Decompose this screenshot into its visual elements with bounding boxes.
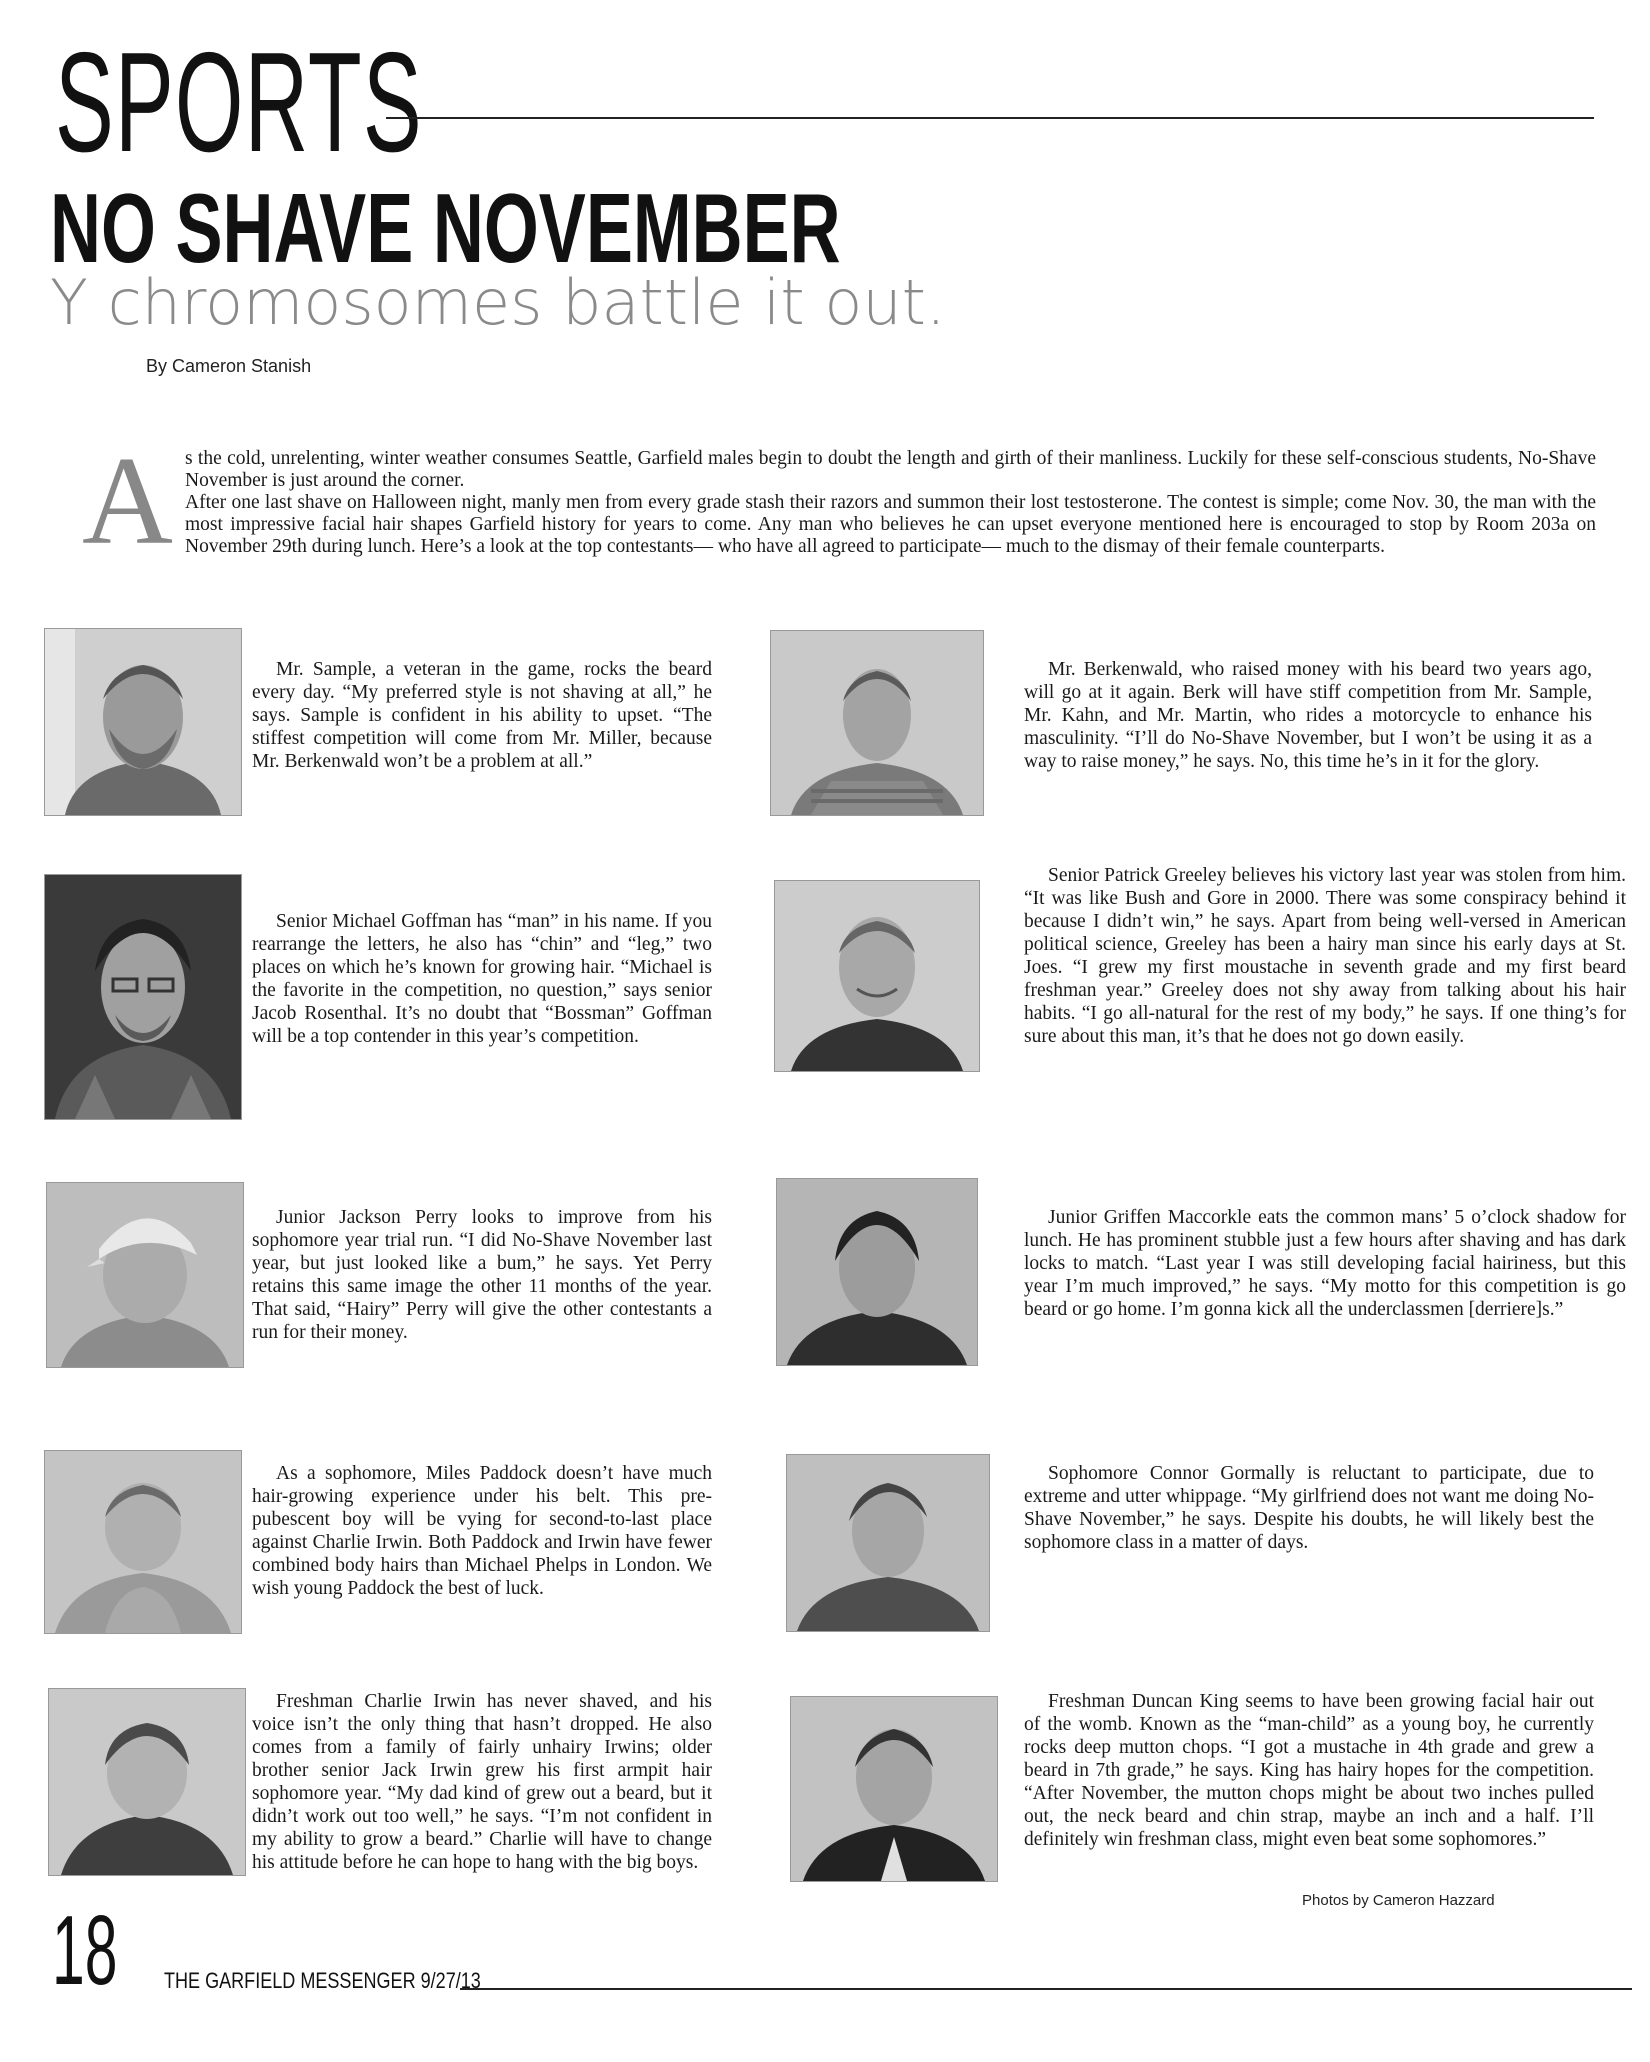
section-title: SPORTS (55, 23, 423, 182)
portrait-photo-goffman (44, 874, 242, 1120)
portrait-photo-sample (44, 628, 242, 816)
header-rule (386, 117, 1594, 119)
portrait-photo-irwin (48, 1688, 246, 1876)
portrait-photo-king (790, 1696, 998, 1882)
intro-paragraph-1: s the cold, unrelenting, winter weather consumes Seattle, Garfield males begin to doubt the length and girth of their manliness. Luckily for these self-conscious students, No-Shave November is just around the corner. (185, 448, 1596, 491)
profile-text-sample: Mr. Sample, a veteran in the game, rocks the beard every day. “My preferred style is not shaving at all,” he says. Sample is confident in his ability to upset. “The stiffest competition will come from Mr. Miller, because Mr. Berkenwald won’t be a problem at all.” (252, 659, 712, 772)
page-number: 18 (52, 1895, 118, 2005)
photo-credit: Photos by Cameron Hazzard (1302, 1892, 1495, 1909)
profile-text-gormally: Sophomore Connor Gormally is reluctant to participate, due to extreme and utter whippage. “My girlfriend does not want me doing No-Shave November,” he says. Despite his doubts, he will likely best the sophomore class in a matter of days. (1024, 1463, 1594, 1553)
profile-text-greeley: Senior Patrick Greeley believes his victory last year was stolen from him. “It was like Bush and Gore in 2000. There was some conspiracy behind it because I didn’t win,” he says. Apart from being well-versed in American political science, Greeley has been a hairy man since his early days at St. Joes. “I grew my first moustache in seventh grade and my first beard freshman year.” Greeley does not shy away from talking about his hair habits. “I go all-natural for the rest of my body,” he says. If one thing’s for sure about this man, it’s that he does not go down easily. (1024, 865, 1626, 1047)
portrait-photo-berkenwald (770, 630, 984, 816)
profile-text-goffman: Senior Michael Goffman has “man” in his name. If you rearrange the letters, he also has “chin” and “leg,” two places on which he’s known for growing hair. “Michael is the favorite in the competition, no question,” says senior Jacob Rosenthal. It’s no doubt that “Bossman” Goffman will be a top contender in this year’s competition. (252, 911, 712, 1047)
drop-cap: A (82, 432, 173, 571)
profile-text-berkenwald: Mr. Berkenwald, who raised money with his beard two years ago, will go at it again. Berk will have stiff competition from Mr. Sample, Mr. Kahn, and Mr. Martin, who rides a motorcycle to enhance his masculinity. “I’ll do No-Shave November, but I won’t be using it as a way to raise money,” he says. No, this time he’s in it for the glory. (1024, 659, 1592, 772)
byline: By Cameron Stanish (146, 356, 312, 376)
intro (48, 432, 1596, 571)
portrait-photo-maccorkle (776, 1178, 978, 1366)
portrait-photo-gormally (786, 1454, 990, 1632)
profile-text-paddock: As a sophomore, Miles Paddock doesn’t have much hair-growing experience under his belt. This pre-pubescent boy will be vying for second-to-last place against Charlie Irwin. Both Paddock and Irwin have fewer combined body hairs than Michael Phelps in London. We wish young Paddock the best of luck. (252, 1463, 712, 1599)
portrait-photo-perry (46, 1182, 244, 1368)
profile-text-irwin: Freshman Charlie Irwin has never shaved, and his voice isn’t the only thing that hasn’t dropped. He also comes from a family of fairly unhairy Irwins; older brother senior Jack Irwin grew his first armpit hair sophomore year. “My dad kind of grew out a beard, but it didn’t work out too well,” he says. “I’m not confident in my ability to grow a beard.” Charlie will have to change his attitude before he can hope to hang with the big boys. (252, 1691, 712, 1873)
intro-paragraph-2: After one last shave on Halloween night, manly men from every grade stash their razors and summon their lost testosterone. The contest is simple; come Nov. 30, the man with the most impressive facial hair shapes Garfield history for years to come. Any man who believes he can upset everyone mentioned here is encouraged to stop by Room 203a on November 29th during lunch. Here’s a look at the top contestants— who have all agreed to participate— much to the dismay of their female counterparts. (185, 492, 1596, 557)
profile-text-maccorkle: Junior Griffen Maccorkle eats the common mans’ 5 o’clock shadow for lunch. He has prominent stubble just a few hours after shaving and has dark locks to match. “Last year I was still developing facial hairiness, but this year I’m much improved,” he says. “My motto for this competition is go beard or go home. I’m gonna kick all the underclassmen [derriere]s.” (1024, 1207, 1626, 1320)
portrait-photo-greeley (774, 880, 980, 1072)
profile-text-king: Freshman Duncan King seems to have been growing facial hair out of the womb. Known as the “man-child” as a young boy, he currently rocks deep mutton chops. “I got a mustache in 4th grade and grew a beard in 7th grade,” he says. King has hairy hopes for the competition. “After November, the mutton chops might be about two inches pulled out, the neck beard and chin strap, maybe an inch and a half. I’ll definitely win freshman class, might even beat some sophomores.” (1024, 1691, 1594, 1850)
deck: Y chromosomes battle it out. (50, 266, 946, 339)
portrait-photo-paddock (44, 1450, 242, 1634)
publication-line: THE GARFIELD MESSENGER 9/27/13 (164, 1968, 481, 1993)
headline: NO SHAVE NOVEMBER (50, 173, 841, 283)
footer-rule (460, 1988, 1632, 1990)
profile-text-perry: Junior Jackson Perry looks to improve from his sophomore year trial run. “I did No-Shave November last year, but just looked like a bum,” he says. Yet Perry retains this same image the other 11 months of the year. That said, “Hairy” Perry will give the other contestants a run for their money. (252, 1207, 712, 1343)
